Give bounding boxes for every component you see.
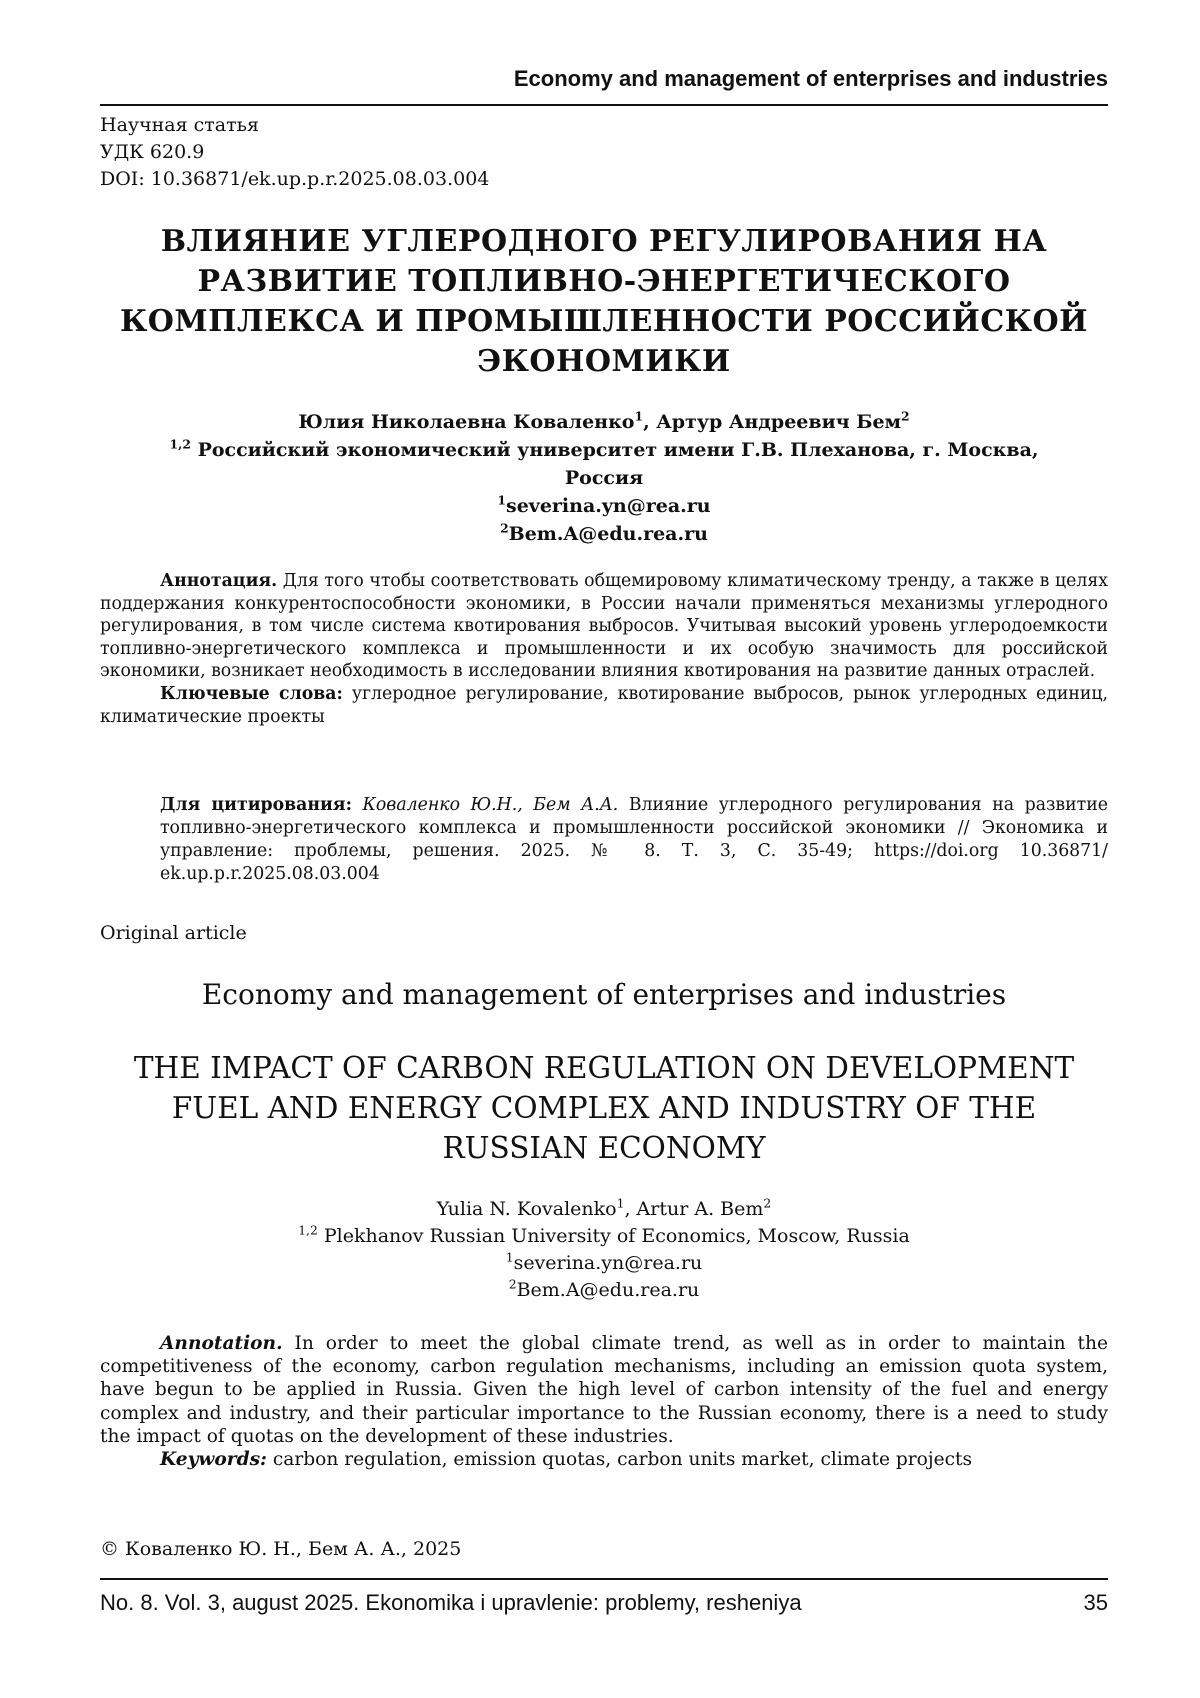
ru-annotation: Аннотация. Для того чтобы соответствовать общемировому климатическому тренду, а также в целях поддержания конкурентоспособности экономики, в России начали применяться механизмы углеродного регулирования, в том числе система квотирования выбросов. Учитывая высокий уровень углеродоемкости топливно-энергетического комплекса и промышленности и их особую значимость для российской экономики, возникает необходимость в исследовании влияния квотирования на развитие данных отраслей. [100,571,1108,682]
journal-info: No. 8. Vol. 3, august 2025. Ekonomika i upravlenie: problemy, resheniya [100,1590,802,1615]
copyright: © Коваленко Ю. Н., Бем А. А., 2025 [100,1538,462,1560]
en-author-2: Artur A. Bem [636,1198,764,1220]
ru-author-2: Артур Андреевич Бем [656,411,902,433]
ru-authors: Юлия Николаевна Коваленко$^1$, Артур Андреевич Бем$^2$ [298,408,910,433]
en-email-1: $^1$severina.yn@rea.ru [505,1250,703,1274]
ru-author-1: Юлия Николаевна Коваленко [298,411,635,433]
article-type-ru: Научная статья [100,114,259,136]
ru-title-line: КОМПЛЕКСА И ПРОМЫШЛЕННОСТИ РОССИЙСКОЙ [120,304,1088,339]
udc-code: УДК 620.9 [100,141,205,163]
article-meta [100,112,489,193]
en-title-line: FUEL AND ENERGY COMPLEX AND INDUSTRY OF THE [171,1091,1037,1125]
en-title-line: THE IMPACT OF CARBON REGULATION ON DEVELOPMENT [133,1051,1075,1085]
ru-affiliation: $^{1,2}$ Российский экономический университет имени Г.В. Плеханова, г. Москва, [169,436,1039,461]
ru-email-1: $^1$severina.yn@rea.ru [497,492,711,517]
footer-rule [100,1578,1108,1580]
page-footer [100,1590,1108,1616]
ru-authors-block [100,408,1108,548]
ru-affiliation-country: Россия [564,467,644,489]
en-title [100,1048,1108,1168]
en-affiliation: $^{1,2}$ Plekhanov Russian University of Economics, Moscow, Russia [298,1223,910,1247]
ru-email-2: $^2$Bem.A@edu.rea.ru [500,520,708,545]
en-authors: Yulia N. Kovalenko$^1$, Artur A. Bem$^2$ [436,1196,772,1220]
en-keywords: Keywords: carbon regulation, emission quotas, carbon units market, climate projects [160,1449,973,1471]
en-authors-block [100,1196,1108,1304]
en-annotation: Annotation. In order to meet the global climate trend, as well as in order to maintain the competitiveness of the economy, carbon regulation mechanisms, including an emission quota system, have begun to be applied in Russia. Given the high level of carbon intensity of the fuel and energy complex and industry, and their particular importance to the Russian economy, there is a need to study the impact of quotas on the development of these industries. [100,1333,1108,1447]
article-type-en: Original article [100,922,247,944]
en-section-title: Economy and management of enterprises and industries [201,978,1007,1011]
ru-title-line: РАЗВИТИЕ ТОПЛИВНО-ЭНЕРГЕТИЧЕСКОГО [197,264,1011,299]
header-rule [100,104,1108,106]
ru-keywords: Ключевые слова: углеродное регулирование, квотирование выбросов, рынок углеродных единиц, климатические проекты [100,683,1108,727]
en-email-2: $^2$Bem.A@edu.rea.ru [508,1277,700,1301]
ru-title [100,222,1108,382]
ru-title-line: ЭКОНОМИКИ [477,344,731,379]
en-author-1: Yulia N. Kovalenko [436,1198,617,1220]
running-header: Economy and management of enterprises and industries [513,66,1108,91]
ru-abstract [100,570,1108,728]
doi: DOI: 10.36871/ek.up.p.r.2025.08.03.004 [100,168,490,190]
ru-title-line: ВЛИЯНИЕ УГЛЕРОДНОГО РЕГУЛИРОВАНИЯ НА [160,224,1048,259]
ru-citation: Для цитирования: Коваленко Ю.Н., Бем А.А. Влияние углеродного регулирования на развитие топливно-энергетического комплекса и промышленности российской экономики // Экономика и управление: проблемы, решения. 2025. № 8. Т. 3, С. 35-49; https://doi.org 10.36871/ ek.up.p.r.2025.08.03.004 [160,795,1108,884]
page-number: 35 [1083,1590,1108,1615]
en-title-line: RUSSIAN ECONOMY [442,1131,766,1165]
en-abstract [100,1332,1108,1471]
